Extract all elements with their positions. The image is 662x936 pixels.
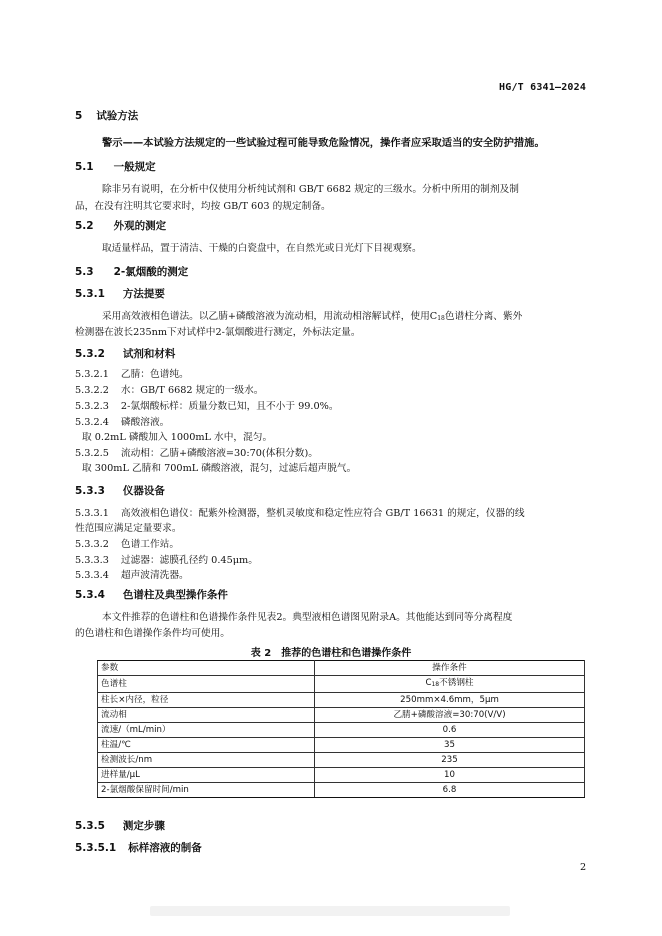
table-row (98, 676, 585, 693)
section-number: 5.1 (75, 161, 94, 173)
item-text: 水：GB/T 6682 规定的一级水。 (120, 385, 264, 396)
list-item (75, 414, 169, 428)
table-row (98, 783, 585, 798)
item-text: 2-氯烟酸标样：质量分数已知，且不小于 99.0%。 (120, 401, 339, 412)
page-number: 2 (580, 862, 587, 873)
item-number: 5.3.3.3 (75, 555, 109, 566)
param-cell: 柱温/℃ (98, 738, 315, 753)
item-number: 5.3.3.1 (75, 508, 109, 519)
param-cell: 色谱柱 (98, 676, 315, 693)
item-number: 5.3.2.1 (75, 369, 109, 380)
section-title: 标样溶液的制备 (128, 842, 202, 854)
section-title: 试剂和材料 (122, 348, 176, 360)
section-5-3-5-heading (75, 818, 165, 833)
item-text: 超声波清洗器。 (120, 570, 189, 581)
subscript: 18 (437, 315, 445, 322)
item-number: 5.3.2.3 (75, 401, 109, 412)
list-item (75, 552, 258, 566)
section-5-3-3-heading (75, 483, 165, 498)
watermark (150, 906, 510, 916)
table-row (98, 708, 585, 723)
section-5-3-2-heading (75, 346, 175, 361)
item-text-continued: 性范围应满足定量要求。 (75, 523, 182, 534)
section-number: 5.3.4 (75, 589, 105, 601)
table-header-row (98, 661, 585, 676)
param-cell: 流速/（mL/min） (98, 723, 315, 738)
text-run: 色谱柱分离、紫外 (444, 311, 523, 322)
value-cell: 35 (315, 738, 585, 753)
list-item (75, 505, 525, 519)
section-title: 测定步骤 (122, 820, 165, 832)
table-caption: 表 2 推荐的色谱柱和色谱操作条件 (250, 648, 412, 659)
paragraph-line (102, 308, 522, 322)
param-cell: 2-氯烟酸保留时间/min (98, 783, 315, 798)
subscript: 18 (431, 681, 440, 688)
table-row (98, 693, 585, 708)
section-title: 试验方法 (96, 110, 139, 122)
item-text: 乙腈：色谱纯。 (120, 369, 189, 380)
text-run: 采用高效液相色谱法。以乙腈+磷酸溶液为流动相，用流动相溶解试样，使用C (102, 311, 438, 322)
paragraph-line: 除非另有说明，在分析中仅使用分析纯试剂和 GB/T 6682 规定的三级水。分析中所用的制剂及制 (102, 184, 519, 195)
value-cell: 250mm×4.6mm，5μm (315, 693, 585, 708)
value-cell: 235 (315, 753, 585, 768)
item-number: 5.3.3.2 (75, 539, 109, 550)
item-number: 5.3.2.5 (75, 448, 109, 459)
table-row (98, 723, 585, 738)
value-cell (315, 676, 585, 693)
item-number: 5.3.2.2 (75, 385, 109, 396)
section-5-3-heading (75, 264, 188, 279)
item-text: 流动相：乙腈+磷酸溶液=30:70(体积分数)。 (120, 448, 318, 459)
section-number: 5.3.3 (75, 485, 105, 497)
section-title: 一般规定 (113, 161, 156, 173)
paragraph-line: 取适量样品，置于清洁、干燥的白瓷盘中，在自然光或日光灯下目视观察。 (102, 243, 422, 254)
paragraph-line: 检测器在波长235nm下对试样中2-氯烟酸进行测定，外标法定量。 (75, 327, 361, 338)
standard-code: HG/T 6341—2024 (499, 82, 587, 93)
section-title: 方法提要 (122, 288, 165, 300)
list-item (75, 366, 189, 380)
item-text: 过滤器：滤膜孔径约 0.45μm。 (120, 555, 258, 566)
item-detail: 取 300mL 乙腈和 700mL 磷酸溶液，混匀，过滤后超声脱气。 (82, 463, 357, 474)
value-cell: 0.6 (315, 723, 585, 738)
value-cell: 乙腈+磷酸溶液=30:70(V/V) (315, 708, 585, 723)
value-cell: 10 (315, 768, 585, 783)
section-number: 5.3.5 (75, 820, 105, 832)
paragraph-line: 的色谱柱和色谱操作条件均可使用。 (75, 628, 230, 639)
section-5-3-1-heading (75, 286, 165, 301)
section-5-1-heading (75, 159, 156, 174)
table-row (98, 753, 585, 768)
section-title: 仪器设备 (122, 485, 165, 497)
paragraph-line: 本文件推荐的色谱柱和色谱操作条件见表2。典型液相色谱图见附录A。其他能达到同等分离程度 (102, 612, 513, 623)
section-number: 5 (75, 110, 83, 122)
item-number: 5.3.3.4 (75, 570, 109, 581)
section-number: 5.3.2 (75, 348, 105, 360)
item-detail: 取 0.2mL 磷酸加入 1000mL 水中，混匀。 (82, 432, 273, 443)
safety-warning: 警示——本试验方法规定的一些试验过程可能导致危险情况，操作者应采取适当的安全防护措施。 (102, 137, 545, 149)
section-number: 5.3 (75, 266, 94, 278)
section-5-3-5-1-heading (75, 840, 202, 855)
section-title: 色谱柱及典型操作条件 (122, 589, 228, 601)
section-5-heading (75, 108, 138, 123)
section-5-3-4-heading (75, 587, 228, 602)
header-cell: 参数 (98, 661, 315, 676)
conditions-table (97, 660, 585, 798)
table-row (98, 738, 585, 753)
section-number: 5.3.1 (75, 288, 105, 300)
list-item (75, 445, 318, 459)
paragraph-line: 品，在没有注明其它要求时，均按 GB/T 603 的规定制备。 (75, 201, 331, 212)
section-title: 外观的测定 (113, 220, 167, 232)
table-row (98, 768, 585, 783)
item-text: 高效液相色谱仪：配紫外检测器，整机灵敏度和稳定性应符合 GB/T 16631 的规定，仪器的线 (120, 508, 525, 519)
section-title: 2-氯烟酸的测定 (113, 266, 189, 278)
param-cell: 检测波长/nm (98, 753, 315, 768)
item-text: 磷酸溶液。 (120, 417, 170, 428)
text-run: C (425, 678, 432, 688)
section-5-2-heading (75, 218, 166, 233)
list-item (75, 536, 179, 550)
param-cell: 柱长×内径，粒径 (98, 693, 315, 708)
item-text: 色谱工作站。 (120, 539, 180, 550)
item-number: 5.3.2.4 (75, 417, 109, 428)
section-number: 5.3.5.1 (75, 842, 117, 854)
param-cell: 进样量/μL (98, 768, 315, 783)
header-cell: 操作条件 (315, 661, 585, 676)
text-run: 不锈钢柱 (439, 678, 474, 688)
list-item (75, 567, 189, 581)
param-cell: 流动相 (98, 708, 315, 723)
list-item (75, 398, 339, 412)
section-number: 5.2 (75, 220, 94, 232)
list-item (75, 382, 264, 396)
value-cell: 6.8 (315, 783, 585, 798)
